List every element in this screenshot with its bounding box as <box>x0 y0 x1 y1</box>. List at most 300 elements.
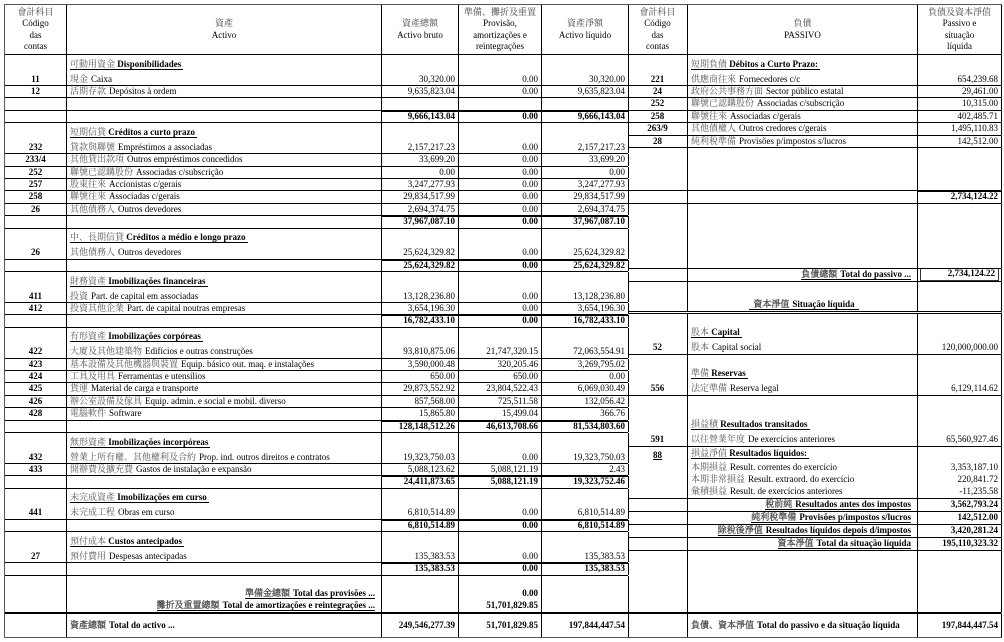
account-code-cell <box>5 123 67 153</box>
line-text <box>70 142 212 152</box>
line-label <box>70 506 381 518</box>
account-code: 258 <box>28 191 43 202</box>
account-code-cell <box>5 520 67 531</box>
value-cell <box>382 383 459 394</box>
account-code-cell <box>5 111 67 122</box>
label-zh: 準備金總額 <box>244 587 290 598</box>
value-cell <box>459 98 542 109</box>
table-row <box>628 86 1001 98</box>
description-cell <box>688 136 918 147</box>
account-code-cell <box>628 396 688 446</box>
account-code-cell <box>5 433 67 463</box>
value-cell <box>459 55 542 85</box>
line-text <box>70 396 286 406</box>
account-code-cell <box>5 191 67 202</box>
line-text <box>70 551 187 561</box>
description-cell <box>67 476 382 487</box>
line-text <box>749 299 858 310</box>
code-header <box>628 5 688 54</box>
line-label <box>691 433 917 445</box>
label-zh: 貨運 <box>70 383 89 394</box>
value-cell <box>542 86 629 97</box>
label-zh: 除稅後淨值 <box>717 525 763 536</box>
line-label <box>245 587 375 599</box>
table-row <box>5 86 628 98</box>
account-code-cell <box>5 408 67 419</box>
header-text: amortizações e <box>473 29 527 40</box>
account-code-cell <box>5 260 67 271</box>
value-cell <box>918 86 1002 97</box>
table-row <box>5 421 628 433</box>
value-cell <box>918 314 1002 354</box>
value-cell <box>459 191 542 202</box>
line-label <box>70 315 381 326</box>
label-pt: Total do passivo e da situação líquida <box>757 620 900 631</box>
value-cell <box>918 204 1002 268</box>
heading-pt: Créditos a médio e longo prazo <box>126 232 246 243</box>
value-cell <box>542 55 629 85</box>
label-pt: Outros devedores <box>118 203 182 214</box>
amount: 19,323,750.03 <box>573 451 625 462</box>
table-row <box>628 499 1001 512</box>
line-label <box>691 123 917 134</box>
label-zh: 辦公室設備及傢具 <box>70 395 143 406</box>
account-code-cell <box>5 489 67 519</box>
header-text: situação <box>944 29 975 40</box>
line-label <box>691 473 917 485</box>
line-label <box>70 303 381 314</box>
value-cell <box>382 98 459 109</box>
description-cell <box>67 154 382 165</box>
amount: -11,235.58 <box>959 486 998 497</box>
line-text <box>691 462 837 472</box>
value-cell <box>542 433 629 463</box>
description-cell <box>67 359 382 370</box>
amount: 9,635,823.04 <box>407 86 455 96</box>
section-heading <box>691 58 917 73</box>
description-cell <box>67 260 382 271</box>
line-label <box>70 464 381 475</box>
account-code-cell <box>5 532 67 562</box>
section-heading-text <box>691 448 809 459</box>
description-cell <box>688 538 918 550</box>
heading-zh: 準備 <box>691 368 710 379</box>
value-cell <box>382 315 459 326</box>
section-heading <box>691 367 917 382</box>
amount: 13,128,236.80 <box>573 290 625 301</box>
account-code-cell <box>5 216 67 227</box>
label-zh: 其他貸出款項 <box>70 154 125 165</box>
amount: 135,383.53 <box>584 550 625 561</box>
line-text <box>70 167 223 177</box>
value-cell <box>382 489 459 519</box>
account-code: 411 <box>28 290 42 301</box>
amount: 15,865.80 <box>419 408 455 419</box>
line-text <box>691 620 900 630</box>
label-pt: Obras em curso <box>118 507 175 518</box>
value-cell <box>459 303 542 314</box>
line-text <box>157 600 375 611</box>
amount: 9,635,823.04 <box>577 86 625 96</box>
value-cell <box>459 123 542 153</box>
label-zh: 未完成工程 <box>70 507 116 518</box>
section-heading-text <box>70 127 197 138</box>
section-heading-text <box>691 368 748 379</box>
heading-pt: Imobilizações corpóreas <box>108 331 201 342</box>
section-heading <box>70 231 381 246</box>
table-row <box>628 148 1001 191</box>
label-pt: Total das provisões ... <box>292 587 375 598</box>
heading-zh: 無形資產 <box>70 436 107 447</box>
value-cell <box>382 167 459 178</box>
label-pt: Total de amortizações e reintegrações ... <box>222 600 375 611</box>
amount: 128,148,512.26 <box>398 420 455 431</box>
heading-pt: Capital <box>711 327 740 338</box>
line-text <box>801 269 911 280</box>
label-pt: Resultados líquidos depois d/impostos <box>765 525 911 536</box>
amount: 19,323,752.46 <box>573 476 625 487</box>
value-cell <box>918 136 1002 147</box>
amount: 0.00 <box>522 519 538 530</box>
line-label <box>70 191 381 202</box>
description-cell <box>67 303 382 314</box>
amount: 249,546,277.39 <box>398 619 455 630</box>
amount: 0.00 <box>522 86 538 96</box>
value-cell <box>459 272 542 302</box>
table-row <box>628 282 1001 314</box>
table-row <box>5 408 628 420</box>
label-zh: 工具及用具 <box>70 371 116 382</box>
line-label <box>691 191 917 202</box>
line-label <box>70 619 381 631</box>
line-text <box>70 346 253 356</box>
label-pt: Provisões p/impostos s/lucros <box>799 512 911 523</box>
value-cell <box>918 538 1002 550</box>
account-code-cell <box>628 355 688 395</box>
line-text <box>691 86 844 96</box>
value-cell <box>459 433 542 463</box>
value-cell <box>918 282 1002 311</box>
account-code: 426 <box>28 395 43 406</box>
value-cell <box>382 154 459 165</box>
amount: 15,499.04 <box>502 408 538 419</box>
amount: 2,157,217.23 <box>407 141 455 152</box>
line-label <box>70 371 381 382</box>
line-label <box>765 499 911 511</box>
header-text: 會計科目 <box>17 6 54 17</box>
section-heading-text <box>70 437 210 448</box>
amount: 29,461.00 <box>962 86 998 96</box>
description-cell <box>67 532 382 562</box>
account-code: 412 <box>28 302 43 313</box>
line-label <box>691 86 917 97</box>
header-text: líquida <box>947 41 972 51</box>
table-row <box>628 98 1001 110</box>
amount: 6,129,114.62 <box>951 383 998 394</box>
label-zh: 現金 <box>70 73 89 84</box>
account-code-cell <box>5 614 67 637</box>
amount <box>918 298 1001 310</box>
amount: 3,247,277.93 <box>407 178 455 189</box>
header-text: reintegrações <box>476 41 524 51</box>
value-cell <box>459 489 542 519</box>
description-cell <box>688 396 918 446</box>
account-code-cell <box>5 396 67 407</box>
line-label <box>70 111 381 122</box>
amount: 30,320.00 <box>589 73 625 84</box>
value-cell <box>459 167 542 178</box>
account-code-cell <box>5 179 67 190</box>
table-row <box>5 154 628 166</box>
account-code: 52 <box>653 342 662 353</box>
account-code-cell <box>628 538 688 550</box>
table-row <box>628 512 1001 525</box>
line-label <box>70 179 381 190</box>
line-text <box>691 111 801 121</box>
liabilities-header <box>628 5 1001 55</box>
account-code-cell <box>5 383 67 394</box>
value-cell <box>382 303 459 314</box>
section-heading <box>70 535 381 550</box>
amount: 0.00 <box>522 290 538 301</box>
label-zh: 純利稅準備 <box>751 512 797 523</box>
table-row <box>628 136 1001 148</box>
description-cell <box>67 86 382 97</box>
value-cell <box>459 204 542 215</box>
passivo-value-header <box>918 5 1002 54</box>
line-label <box>70 408 381 419</box>
label-zh: 稅前純 <box>765 499 793 510</box>
amount: 19,323,750.03 <box>403 451 455 462</box>
value-cell <box>382 179 459 190</box>
amount: 3,562,793.24 <box>950 499 998 510</box>
description-cell <box>688 269 918 281</box>
description-cell <box>67 328 382 358</box>
value-cell <box>382 476 459 487</box>
label-zh: 其他債務人 <box>70 203 116 214</box>
line-label <box>70 216 381 227</box>
line-text <box>70 291 198 301</box>
amount: 0.00 <box>522 216 538 227</box>
value-cell <box>542 359 629 370</box>
description-cell <box>688 499 918 511</box>
account-code: 441 <box>28 507 43 518</box>
amount: 135,383.53 <box>584 563 625 574</box>
description-cell <box>67 204 382 215</box>
section-heading <box>70 330 381 345</box>
label-pt: Material de carga e transporte <box>91 383 199 394</box>
account-code-cell <box>5 576 67 612</box>
value-cell <box>382 359 459 370</box>
account-code-cell <box>628 614 688 637</box>
amount: 81,534,803.60 <box>573 420 625 431</box>
value-cell <box>382 520 459 531</box>
table-row <box>5 563 628 575</box>
line-label <box>751 512 911 524</box>
amount: 2,734,124.22 <box>920 269 999 281</box>
description-cell <box>67 111 382 122</box>
label-pt: Capital social <box>712 342 762 353</box>
header-text: 資產總額 <box>401 18 438 28</box>
label-pt: De exercícios anteriores <box>748 434 835 445</box>
line-label <box>70 141 381 153</box>
account-code: 11 <box>31 73 40 84</box>
line-text <box>70 247 181 257</box>
table-row <box>5 303 628 315</box>
value-cell <box>542 576 629 612</box>
line-text <box>70 179 181 189</box>
description-cell <box>67 55 382 85</box>
line-text <box>691 136 846 146</box>
label-pt: Outros devedores <box>118 247 182 258</box>
label-zh: 活期存款 <box>70 86 107 96</box>
description-cell <box>688 204 918 268</box>
table-row <box>628 551 1001 613</box>
value-cell <box>382 464 459 475</box>
amount: 29,834,517.99 <box>573 191 625 202</box>
value-cell <box>459 371 542 382</box>
passivo-header <box>688 5 918 54</box>
line-label <box>70 451 381 463</box>
section-heading <box>691 418 917 433</box>
section-heading-text <box>70 331 203 342</box>
label-pt: Situação líquida <box>792 299 855 310</box>
account-code: 24 <box>653 86 662 96</box>
header-text: 負債 <box>793 18 812 28</box>
label-pt: Provisões p/impostos s/lucros <box>739 135 847 146</box>
amount: 857,568.00 <box>414 395 455 406</box>
amount: 25,624,329.82 <box>403 247 455 258</box>
account-code-cell <box>5 303 67 314</box>
table-row <box>5 433 628 464</box>
account-code: 26 <box>31 247 40 258</box>
value-cell <box>918 447 1002 498</box>
line-label <box>70 383 381 394</box>
label-zh: 聯號已認購股份 <box>70 166 134 177</box>
assets-header <box>5 5 628 55</box>
header-text: das <box>29 29 42 40</box>
line-text <box>70 507 175 517</box>
label-pt: Associadas c/gerais <box>730 110 801 121</box>
table-row <box>628 123 1001 135</box>
table-row <box>5 489 628 520</box>
description-cell <box>688 447 918 498</box>
label-pt: Caixa <box>91 73 113 84</box>
value-cell <box>459 260 542 271</box>
label-zh: 負債總額 <box>801 269 838 280</box>
value-cell <box>542 464 629 475</box>
amount: 0.00 <box>522 451 538 462</box>
liabilities-body <box>628 55 1001 637</box>
label-zh: 大廈及其他建築物 <box>70 346 143 357</box>
account-code-cell <box>628 123 688 134</box>
table-row <box>5 123 628 154</box>
table-row <box>628 447 1001 499</box>
description-cell <box>67 464 382 475</box>
line-text <box>245 588 375 599</box>
header-text: PASSIVO <box>784 29 821 40</box>
value-cell <box>459 179 542 190</box>
value-cell <box>542 98 629 109</box>
label-pt: Fornecedores c/c <box>739 73 801 84</box>
value-cell <box>542 191 629 202</box>
amount: 0.00 <box>522 587 538 598</box>
table-row <box>5 613 628 637</box>
value-cell <box>459 359 542 370</box>
account-code: 422 <box>28 346 43 357</box>
heading-zh: 可動用資金 <box>70 58 116 69</box>
line-label <box>157 599 375 611</box>
account-code: 232 <box>28 141 43 152</box>
value-cell <box>542 614 629 637</box>
label-zh: 投資 <box>70 290 89 301</box>
line-label <box>749 298 858 310</box>
line-label <box>70 563 381 574</box>
value-cell <box>459 154 542 165</box>
amount: 0.00 <box>522 73 538 84</box>
value-cell <box>918 512 1002 524</box>
value-cell <box>918 396 1002 446</box>
amount: 0.00 <box>522 166 538 177</box>
liabilities-table <box>628 4 1002 638</box>
value-cell <box>459 396 542 407</box>
account-code: 556 <box>650 383 665 394</box>
account-code: 27 <box>31 550 40 561</box>
description-cell <box>688 86 918 97</box>
amount: 0.00 <box>522 563 538 574</box>
account-code: 424 <box>28 371 43 382</box>
value-cell <box>542 216 629 227</box>
line-label <box>70 520 381 531</box>
account-code-cell <box>5 167 67 178</box>
amount: 142,512.00 <box>957 512 998 523</box>
value-cell <box>542 111 629 122</box>
value-cell <box>382 204 459 215</box>
account-code: 425 <box>28 383 43 394</box>
label-pt: Prop. ind. outros direitos e contratos <box>199 451 330 462</box>
value-cell <box>542 563 629 574</box>
table-row <box>5 359 628 371</box>
table-row <box>628 613 1001 637</box>
label-zh: 資產總額 <box>70 619 107 630</box>
amount: 6,069,030.49 <box>577 383 625 394</box>
account-code-cell <box>628 282 688 311</box>
account-code: 433 <box>28 464 43 475</box>
description-cell <box>67 563 382 574</box>
line-label <box>691 382 917 394</box>
label-pt: Reserva legal <box>730 383 779 394</box>
code-header <box>5 5 67 54</box>
amount: 9,666,143.04 <box>577 110 625 121</box>
account-code-cell <box>5 359 67 370</box>
value-cell <box>542 229 629 259</box>
amount: 51,701,829.85 <box>486 619 538 630</box>
account-code-cell <box>5 86 67 97</box>
value-cell <box>382 86 459 97</box>
value-cell <box>382 229 459 259</box>
amount: 132,056.42 <box>584 395 625 406</box>
value-cell <box>918 355 1002 395</box>
section-heading-text <box>70 276 208 287</box>
header-text: das <box>651 29 664 40</box>
amount: 0.00 <box>609 166 625 177</box>
line-text <box>70 371 206 381</box>
heading-pt: Imobilizações financeiras <box>108 275 206 286</box>
table-row <box>5 396 628 408</box>
account-code-cell <box>628 111 688 122</box>
amount: 195,110,323.32 <box>942 538 998 549</box>
value-cell <box>382 123 459 153</box>
